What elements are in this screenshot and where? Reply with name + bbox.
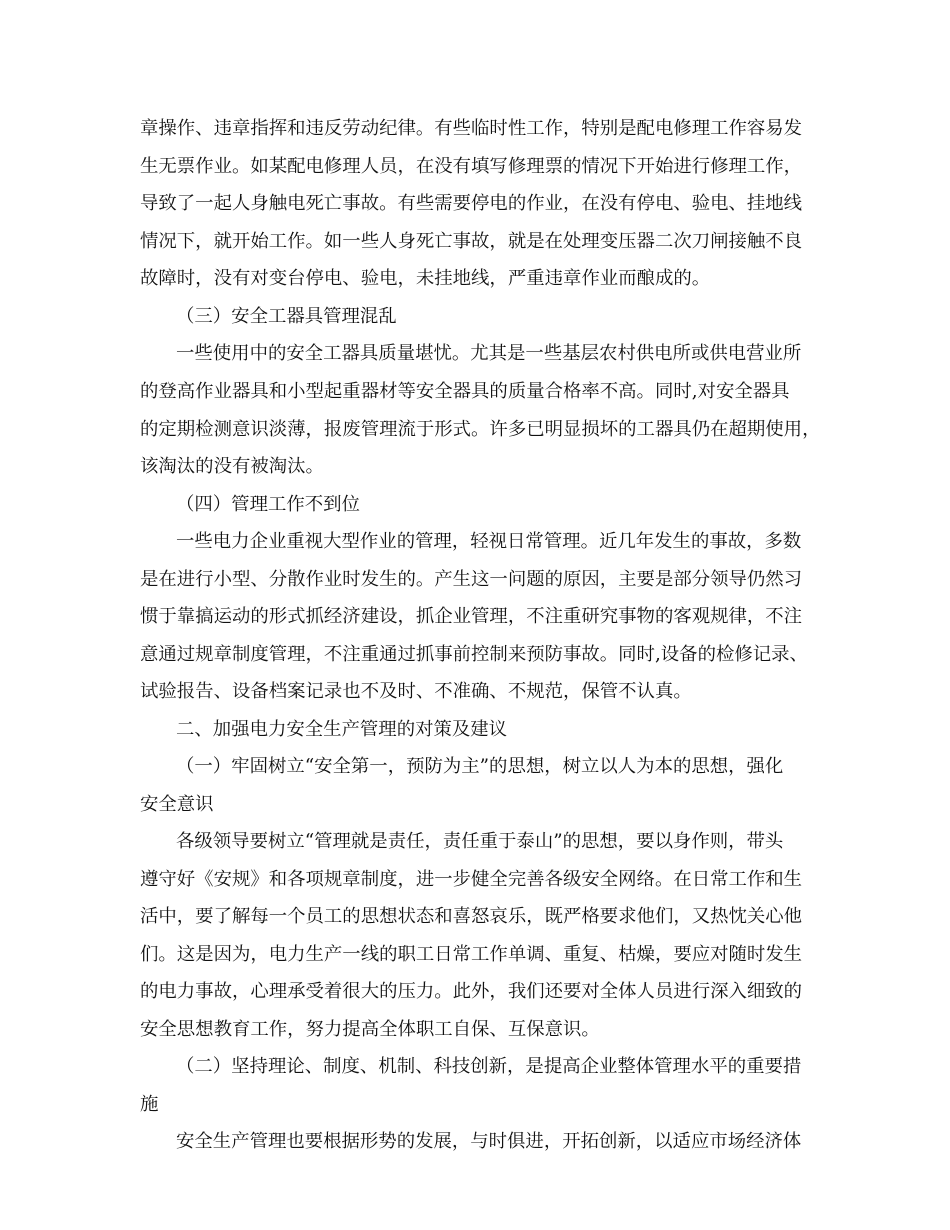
text-line: 情况下，就开始工作。如一些人身死亡事故，就是在处理变压器二次刀闸接触不良 [140,231,803,252]
text-line: 各级领导要树立“管理就是责任，责任重于泰山”的思想，要以身作则，带头 [176,831,784,852]
section-heading: 二、加强电力安全生产管理的对策及建议 [176,719,508,740]
text-line: 安全生产管理也要根据形势的发展，与时俱进，开拓创新，以适应市场经济体 [176,1131,802,1152]
text-line: 章操作、违章指挥和违反劳动纪律。有些临时性工作，特别是配电修理工作容易发 [140,118,803,139]
text-line: 故障时，没有对变台停电、验电，未挂地线，严重违章作业而酿成的。 [140,268,711,289]
text-line: 的电力事故，心理承受着很大的压力。此外，我们还要对全体人员进行深入细致的 [140,981,803,1002]
section-heading: （四）管理工作不到位 [176,494,360,515]
text-line: 的登高作业器具和小型起重器材等安全器具的质量合格率不高。同时,对安全器具 [140,381,790,402]
text-line: 意通过规章制度管理，不注重通过抓事前控制来预防事故。同时,设备的检修记录、 [140,644,808,665]
text-line: 生无票作业。如某配电修理人员，在没有填写修理票的情况下开始进行修理工作， [140,156,803,177]
text-line: 的定期检测意识淡薄，报废管理流于形式。许多已明显损坏的工器具仍在超期使用， [140,419,821,440]
text-line: 活中，要了解每一个员工的思想状态和喜怒哀乐，既严格要求他们，又热忱关心他 [140,906,803,927]
section-heading: （三）安全工器具管理混乱 [176,306,397,327]
section-heading: 施 [140,1094,159,1115]
text-line: 是在进行小型、分散作业时发生的。产生这一问题的原因，主要是部分领导仍然习 [140,569,803,590]
section-heading: （一）牢固树立“安全第一，预防为主”的思想，树立以人为本的思想，强化 [176,756,784,777]
text-line: 该淘汰的没有被淘汰。 [140,456,324,477]
text-line: 安全思想教育工作，努力提高全体职工自保、互保意识。 [140,1019,600,1040]
text-line: 遵守好《安规》和各项规章制度，进一步健全完善各级安全网络。在日常工作和生 [140,869,803,890]
text-line: 试验报告、设备档案记录也不及时、不准确、不规范，保管不认真。 [140,681,692,702]
section-heading: 安全意识 [140,794,214,815]
text-line: 们。这是因为，电力生产一线的职工日常工作单调、重复、枯燥，要应对随时发生 [140,944,803,965]
text-line: 一些电力企业重视大型作业的管理，轻视日常管理。近几年发生的事故，多数 [176,531,802,552]
section-heading: （二）坚持理论、制度、机制、科技创新，是提高企业整体管理水平的重要措 [176,1056,802,1077]
text-line: 惯于靠搞运动的形式抓经济建设，抓企业管理，不注重研究事物的客观规律，不注 [140,606,803,627]
text-line: 导致了一起人身触电死亡事故。有些需要停电的作业，在没有停电、验电、挂地线 [140,193,803,214]
text-line: 一些使用中的安全工器具质量堪忧。尤其是一些基层农村供电所或供电营业所 [176,343,802,364]
